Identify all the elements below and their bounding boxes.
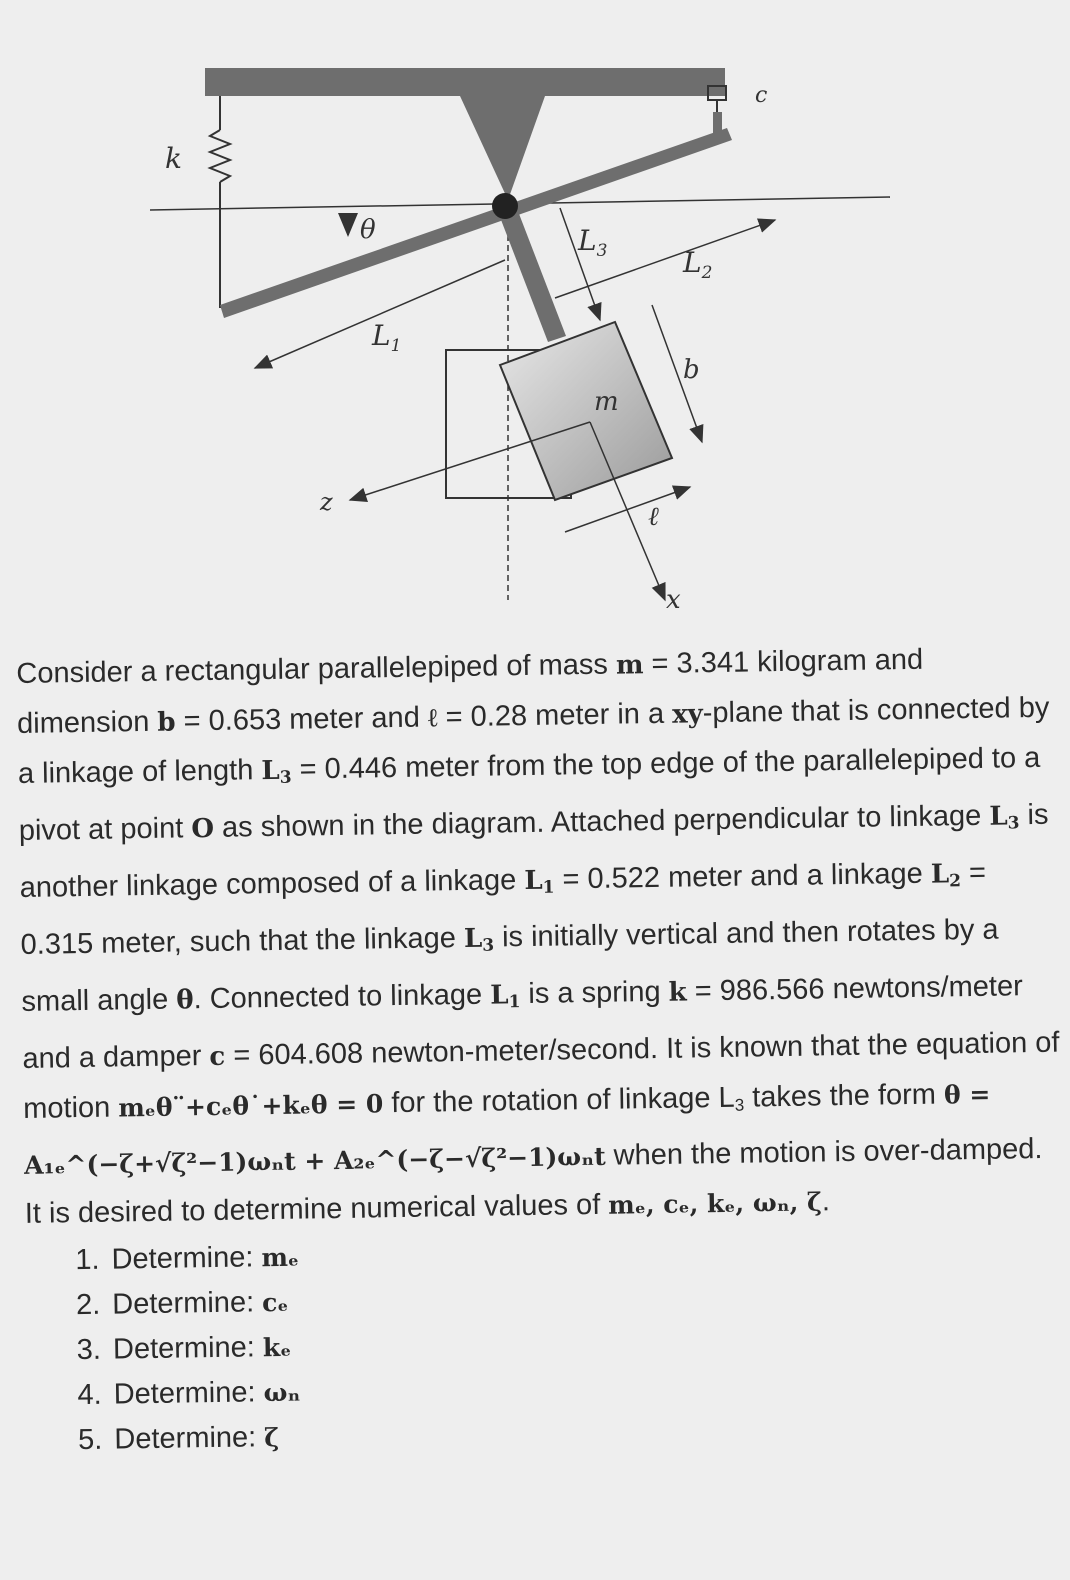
rotated-block <box>500 322 672 500</box>
label-x: x <box>666 585 681 615</box>
pivot-point <box>492 193 518 219</box>
tilted-beam <box>220 128 732 318</box>
task-variable: cₑ <box>261 1287 289 1318</box>
label-l3: $L_3$ <box>578 224 608 261</box>
label-k: k <box>165 142 182 175</box>
var-l2: $L_2$ <box>930 859 962 892</box>
task-item: 1. Determine: mₑ <box>107 1223 1066 1283</box>
var-xy: xy <box>671 699 704 730</box>
solution-form: θ = A₁ₑ^(−ζ+√ζ²−1)ωₙt + A₂ₑ^(−ζ−√ζ²−1)ωₙt <box>23 1079 991 1180</box>
ceiling-beam <box>205 68 725 96</box>
pivot-support <box>460 96 545 200</box>
var-l3: $L_3$ <box>463 923 495 956</box>
spring <box>210 130 230 182</box>
label-m: m <box>594 387 619 417</box>
task-item: 4. Determine: ωₙ <box>109 1358 1068 1418</box>
task-item: 2. Determine: cₑ <box>108 1268 1067 1328</box>
label-b: b <box>683 355 700 385</box>
label-l2: $L_2$ <box>683 246 713 283</box>
mechanism-diagram <box>0 0 1070 640</box>
task-list <box>25 1223 1068 1464</box>
var-m: m <box>615 650 644 681</box>
label-ell: ℓ <box>648 502 659 532</box>
label-l1: $L_1$ <box>372 319 402 356</box>
var-b: b <box>157 707 176 738</box>
var-l1: $L_1$ <box>524 865 555 898</box>
var-l3-plain: $L_3$ <box>718 1081 745 1115</box>
var-o: O <box>191 813 215 845</box>
task-variable: ωₙ <box>263 1377 301 1408</box>
task-item: 5. Determine: ζ <box>110 1403 1069 1463</box>
var-theta: θ <box>176 985 194 1016</box>
task-item: 3. Determine: kₑ <box>109 1313 1068 1373</box>
problem-statement <box>16 634 1069 1464</box>
task-variable: kₑ <box>262 1332 292 1363</box>
problem-goal: It is desired to determine numerical values of mₑ, cₑ, kₑ, ωₙ, ζ. <box>24 1185 831 1230</box>
task-variable: mₑ <box>261 1242 300 1273</box>
problem-paragraph: Consider a rectangular parallelepiped of mass m = 3.341 kilogram and dimension b = 0.653 meter and ℓ = 0.28 meter in a xy-plane that is connected by a linkage of length $L_3 = 0.446$ meter from the top edge of the parallelepiped to a pivot at point O as shown in the diagram. Attached perpendicular to linkage $L_3$ is another linkage composed of a linkage $L_1 = 0.522$ meter and a linkage $L_2 = 0.315$ meter, such that the linkage $L_3$ is initially vertical and then rotates by a small angle θ. Connected to linkage $L_1$ is a spring k = 986.566 newtons/meter and a damper c = 604.608 newton-meter/second. It is known that the equation of motion mₑθ¨+cₑθ˙+kₑθ = 0 for the rotation of linkage $L_3$ takes the form θ = A₁ₑ^(−ζ+√ζ²−1)ωₙt + A₂ₑ^(−ζ−√ζ²−1)ωₙt when the motion is over-damped. <box>16 643 1060 1180</box>
equation-of-motion: mₑθ¨+cₑθ˙+kₑθ = 0 <box>118 1089 384 1123</box>
goal-variables: mₑ, cₑ, kₑ, ωₙ, ζ <box>608 1187 823 1220</box>
var-l3: $L_3$ <box>989 801 1020 834</box>
var-k: k <box>668 977 687 1008</box>
var-l1: $L_1$ <box>490 980 521 1013</box>
label-theta: θ <box>360 215 376 245</box>
linkage-l3 <box>498 206 566 342</box>
var-l3: $L_3$ <box>261 755 292 788</box>
label-c: c <box>755 83 768 108</box>
var-ell: ℓ <box>427 703 438 734</box>
var-c: c <box>209 1041 226 1073</box>
task-variable: ζ <box>264 1422 280 1453</box>
label-z: z <box>320 488 333 516</box>
